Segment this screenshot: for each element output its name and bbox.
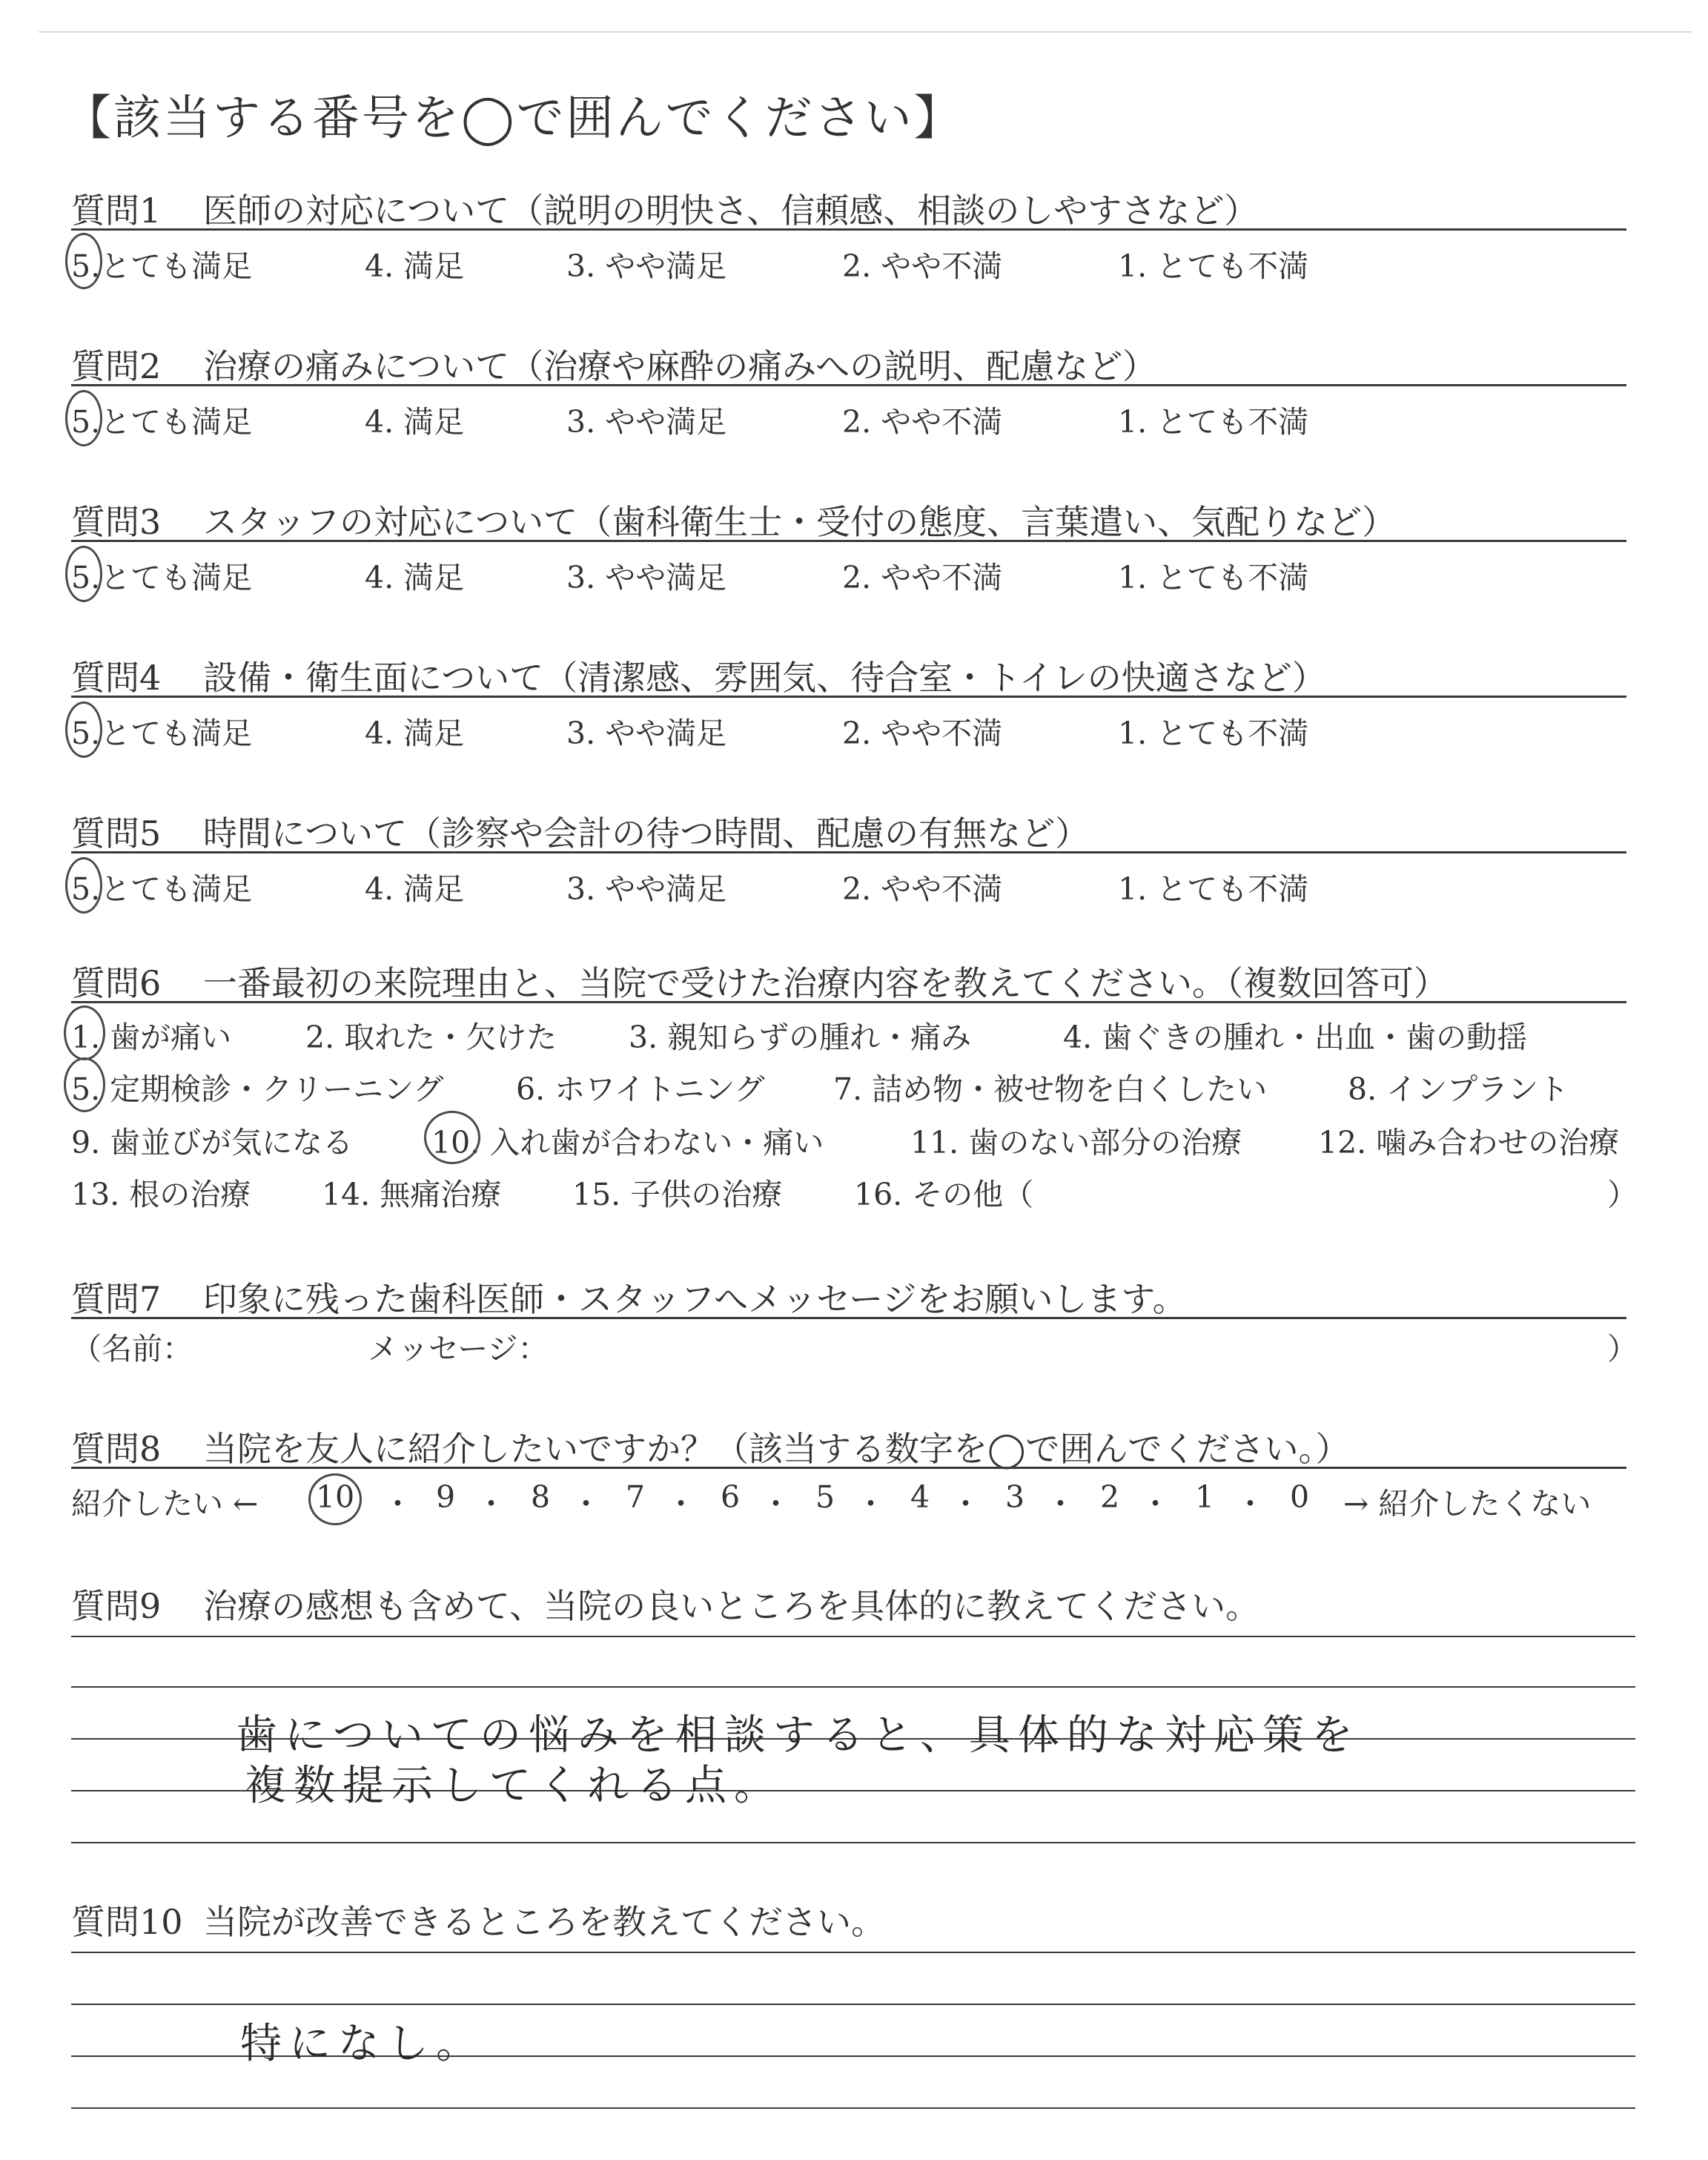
question-1-options: [71, 242, 1635, 286]
q7-fields: [71, 1324, 1638, 1369]
question-9-title: [71, 1579, 1260, 1628]
q3-option-5[interactable]: 5.とても満足: [71, 560, 253, 595]
q9-writing-line: [71, 1686, 1635, 1688]
q5-option-2[interactable]: 2. やや不満: [842, 871, 1003, 907]
q8-score-9[interactable]: 9: [436, 1479, 456, 1515]
q9-answer-line-2: 複数提示してくれる点。: [245, 1762, 783, 1810]
q7-message-label: メッセージ：: [368, 1331, 549, 1367]
q6-selection-circle-5: [64, 1057, 105, 1112]
question-4-text: 設備・衛生面について（清潔感、雰囲気、待合室・トイレの快適さなど）: [203, 658, 1326, 698]
question-6-title: [71, 957, 1448, 1005]
question-6-number: 質問6: [71, 963, 162, 1003]
q6-option-8[interactable]: 8. インプラント: [1348, 1071, 1569, 1107]
q3-selection-circle: [65, 546, 102, 602]
q8-right-label: → 紹介したくない: [1343, 1486, 1592, 1522]
q6-options-row-3: [71, 1118, 1635, 1163]
q1-option-3[interactable]: 3. やや満足: [566, 248, 727, 284]
q4-option-5[interactable]: 5.とても満足: [71, 716, 253, 751]
question-5-text: 時間について（診察や会計の待つ時間、配慮の有無など）: [203, 813, 1090, 853]
q3-option-2[interactable]: 2. やや不満: [842, 560, 1003, 595]
q3-option-1[interactable]: 1. とても不満: [1118, 560, 1309, 595]
q6-selection-circle-10: [424, 1111, 480, 1164]
q8-separator: ・: [571, 1486, 601, 1522]
q1-option-1[interactable]: 1. とても不満: [1118, 248, 1309, 284]
question-8-number: 質問8: [71, 1429, 162, 1469]
q5-option-4[interactable]: 4. 満足: [365, 871, 465, 907]
q8-separator: ・: [855, 1486, 886, 1522]
q9-writing-line: [71, 1842, 1635, 1843]
question-2-number: 質問2: [71, 346, 162, 386]
q2-option-4[interactable]: 4. 満足: [365, 404, 465, 440]
q2-option-5[interactable]: 5.とても満足: [71, 404, 253, 440]
q6-option-3[interactable]: 3. 親知らずの腫れ・痛み: [629, 1020, 972, 1055]
q8-score-5[interactable]: 5: [815, 1479, 835, 1515]
q6-selection-circle-1: [64, 1005, 105, 1060]
question-3-rule: [71, 540, 1626, 542]
q6-option-11[interactable]: 11. 歯のない部分の治療: [910, 1125, 1242, 1160]
question-10-title: [71, 1895, 885, 1944]
q6-option-2[interactable]: 2. 取れた・欠けた: [305, 1020, 557, 1055]
question-9-number: 質問9: [71, 1586, 162, 1626]
question-1-rule: [71, 228, 1626, 231]
q1-option-5[interactable]: 5.とても満足: [71, 248, 253, 284]
q8-separator: ・: [666, 1486, 696, 1522]
page-title: 【該当する番号を◯で囲んでください】: [64, 91, 964, 146]
q3-option-3[interactable]: 3. やや満足: [566, 560, 727, 595]
question-6-rule: [71, 1001, 1626, 1003]
q4-option-2[interactable]: 2. やや不満: [842, 716, 1003, 751]
q6-option-15[interactable]: 15. 子供の治療: [572, 1177, 783, 1212]
question-7-text: 印象に残った歯科医師・スタッフへメッセージをお願いします。: [203, 1279, 1187, 1319]
q8-score-0[interactable]: 0: [1290, 1479, 1310, 1515]
q8-score-10[interactable]: 10: [316, 1479, 355, 1515]
q5-option-1[interactable]: 1. とても不満: [1118, 871, 1309, 907]
q4-option-3[interactable]: 3. やや満足: [566, 716, 727, 751]
q2-option-1[interactable]: 1. とても不満: [1118, 404, 1309, 440]
page-top-border: [39, 31, 1692, 33]
q1-option-2[interactable]: 2. やや不満: [842, 248, 1003, 284]
question-10-number: 質問10: [71, 1902, 183, 1942]
q6-option-9[interactable]: 9. 歯並びが気になる: [71, 1125, 354, 1160]
question-1-number: 質問1: [71, 191, 162, 231]
q6-option-5[interactable]: 5. 定期検診・クリーニング: [71, 1071, 444, 1107]
q1-option-4[interactable]: 4. 満足: [365, 248, 465, 284]
q8-left-label: 紹介したい ←: [71, 1486, 259, 1522]
q5-selection-circle: [65, 857, 102, 914]
question-3-text: スタッフの対応について（歯科衛生士・受付の態度、言葉遣い、気配りなど）: [203, 502, 1397, 542]
question-7-number: 質問7: [71, 1279, 162, 1319]
q8-separator: ・: [1140, 1486, 1171, 1522]
q8-score-7[interactable]: 7: [626, 1479, 646, 1515]
question-4-options: [71, 709, 1635, 753]
q8-selection-circle: [308, 1473, 362, 1525]
q2-option-3[interactable]: 3. やや満足: [566, 404, 727, 440]
question-2-title: [71, 340, 1156, 389]
q10-answer: 特になし。: [240, 2020, 485, 2068]
question-3-title: [71, 495, 1396, 544]
question-2-text: 治療の痛みについて（治療や麻酔の痛みへの説明、配慮など）: [203, 346, 1157, 386]
question-2-options: [71, 397, 1635, 442]
q4-option-1[interactable]: 1. とても不満: [1118, 716, 1309, 751]
question-4-rule: [71, 696, 1626, 698]
q6-option-1[interactable]: 1. 歯が痛い: [71, 1020, 232, 1055]
q6-option-12[interactable]: 12. 噛み合わせの治療: [1318, 1125, 1620, 1160]
question-8-text: 当院を友人に紹介したいですか？（該当する数字を◯で囲んでください。）: [203, 1429, 1350, 1469]
q8-separator: ・: [1235, 1486, 1265, 1522]
question-3-options: [71, 553, 1635, 598]
question-4-number: 質問4: [71, 658, 162, 698]
question-1-title: [71, 184, 1258, 233]
q6-options-row-4: [71, 1170, 1638, 1215]
q2-option-2[interactable]: 2. やや不満: [842, 404, 1003, 440]
q6-option-14[interactable]: 14. 無痛治療: [322, 1177, 502, 1212]
q7-close-paren: ）: [1607, 1331, 1638, 1367]
question-5-number: 質問5: [71, 813, 162, 853]
q8-score-4[interactable]: 4: [910, 1479, 930, 1515]
q1-selection-circle: [65, 233, 102, 289]
question-5-rule: [71, 851, 1626, 853]
question-5-title: [71, 807, 1089, 856]
q6-other-close-paren: ）: [1607, 1177, 1638, 1212]
q8-score-8[interactable]: 8: [531, 1479, 551, 1515]
question-3-number: 質問3: [71, 502, 162, 542]
q9-answer-line-1: 歯についての悩みを相談すると、具体的な対応策を: [236, 1711, 1360, 1760]
q6-option-6[interactable]: 6. ホワイトニング: [516, 1071, 765, 1107]
q6-option-16[interactable]: 16. その他（: [854, 1177, 1034, 1212]
q6-option-7[interactable]: 7. 詰め物・被せ物を白くしたい: [833, 1071, 1268, 1107]
q8-separator: ・: [383, 1486, 413, 1522]
q8-separator: ・: [476, 1486, 506, 1522]
q8-separator: ・: [761, 1486, 791, 1522]
q10-writing-line: [71, 1952, 1635, 1953]
question-2-rule: [71, 384, 1626, 386]
q10-writing-line: [71, 2107, 1635, 2109]
q6-option-4[interactable]: 4. 歯ぐきの腫れ・出血・歯の動揺: [1063, 1020, 1528, 1055]
q6-option-10[interactable]: 10. 入れ歯が合わない・痛い: [431, 1125, 824, 1160]
question-7-rule: [71, 1317, 1626, 1319]
q5-option-5[interactable]: 5.とても満足: [71, 871, 253, 907]
q8-score-6[interactable]: 6: [721, 1479, 741, 1515]
question-5-options: [71, 865, 1635, 909]
q9-writing-line: [71, 1636, 1635, 1637]
question-7-title: [71, 1272, 1187, 1321]
q6-options-row-2: [71, 1065, 1635, 1109]
q2-selection-circle: [65, 390, 102, 446]
q8-separator: ・: [1045, 1486, 1076, 1522]
q8-score-2[interactable]: 2: [1100, 1479, 1120, 1515]
q10-writing-line: [71, 2004, 1635, 2005]
q4-selection-circle: [65, 701, 102, 758]
question-8-rule: [71, 1467, 1626, 1469]
q7-name-label: （名前：: [71, 1331, 193, 1367]
question-1-text: 医師の対応について（説明の明快さ、信頼感、相談のしやすさなど）: [203, 191, 1259, 231]
q5-option-3[interactable]: 3. やや満足: [566, 871, 727, 907]
q8-scale: [71, 1479, 1635, 1524]
question-4-title: [71, 651, 1326, 700]
question-8-title: [71, 1422, 1349, 1471]
q6-option-13[interactable]: 13. 根の治療: [71, 1177, 251, 1212]
q6-options-row-1: [71, 1013, 1635, 1057]
q4-option-4[interactable]: 4. 満足: [365, 716, 465, 751]
q8-score-3[interactable]: 3: [1005, 1479, 1025, 1515]
question-9-text: 治療の感想も含めて、当院の良いところを具体的に教えてください。: [203, 1586, 1260, 1626]
q3-option-4[interactable]: 4. 満足: [365, 560, 465, 595]
question-10-text: 当院が改善できるところを教えてください。: [203, 1902, 885, 1942]
q8-separator: ・: [950, 1486, 981, 1522]
q8-score-1[interactable]: 1: [1195, 1479, 1215, 1515]
question-6-text: 一番最初の来院理由と、当院で受けた治療内容を教えてください。（複数回答可）: [203, 963, 1448, 1003]
